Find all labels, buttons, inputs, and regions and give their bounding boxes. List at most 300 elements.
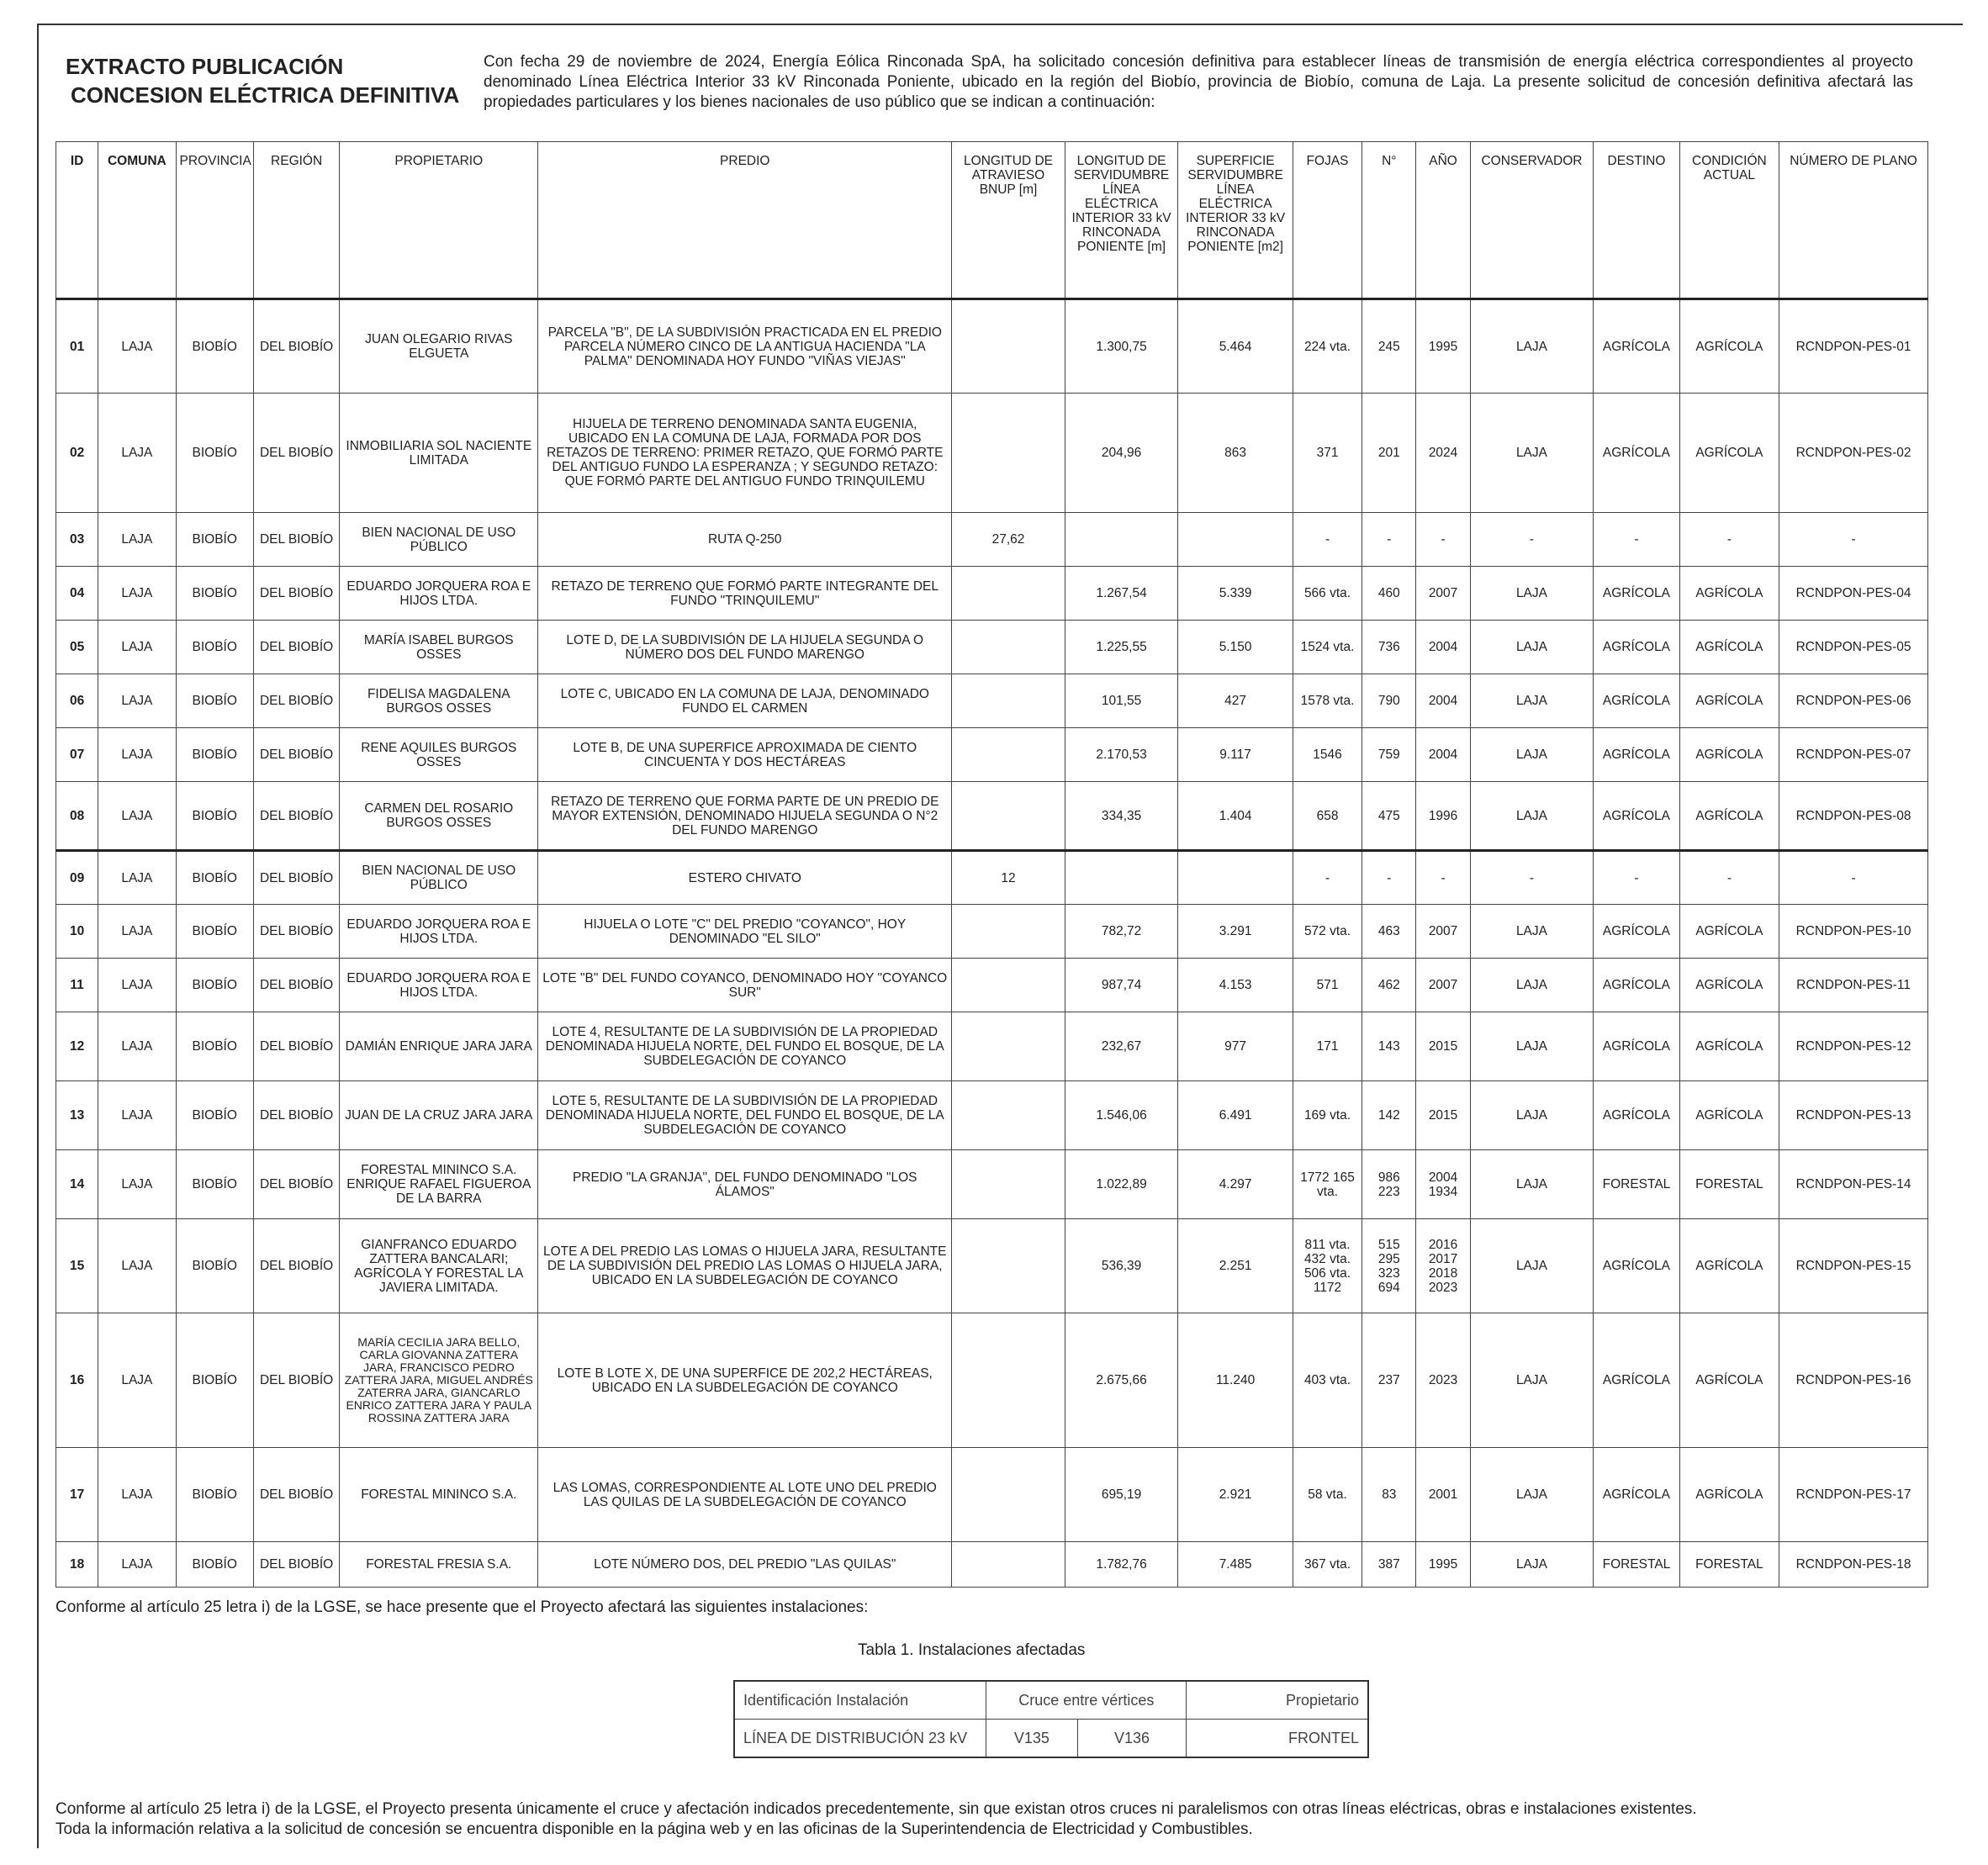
- cell-destino: FORESTAL: [1594, 1150, 1679, 1219]
- cell-destino: AGRÍCOLA: [1594, 1219, 1679, 1313]
- cell-superficie: [1178, 513, 1293, 567]
- intro-paragraph: Con fecha 29 de noviembre de 2024, Energía Eólica Rinconada SpA, ha solicitado concesión definitiva para establecer líneas de transmisión de energía eléctrica correspondientes al proyecto denominado Línea Eléctrica Interior 33 kV Rinconada Poniente, ubicado en la región del Biobío, provincia de Biobío, comuna de Laja. La presente solicitud de concesión definitiva afectará las propiedades particulares y los bienes nacionales de uso público que se indican a continuación:: [484, 53, 1913, 111]
- cell-predio: RETAZO DE TERRENO QUE FORMA PARTE DE UN PREDIO DE MAYOR EXTENSIÓN, DENOMINADO HIJUELA SEGUNDA O N°2 DEL FUNDO MARENGO: [538, 782, 952, 851]
- cell-anio: 2004: [1416, 674, 1470, 728]
- cell-fojas: 58 vta.: [1293, 1448, 1361, 1542]
- cell-numero: 143: [1362, 1012, 1416, 1081]
- cell-provincia: BIOBÍO: [176, 1150, 253, 1219]
- cell-plano: RCNDPON-PES-11: [1779, 959, 1928, 1012]
- cell-longitud-servidumbre: 232,67: [1065, 1012, 1178, 1081]
- table-row: [56, 1313, 1928, 1448]
- top-rule: [37, 24, 1963, 25]
- header-condicion: CONDICIÓN ACTUAL: [1679, 142, 1779, 299]
- installations-row: [734, 1720, 1368, 1758]
- cell-numero: 515 295 323 694: [1362, 1219, 1416, 1313]
- cell-anio: 1995: [1416, 1542, 1470, 1588]
- cell-propietario: EDUARDO JORQUERA ROA E HIJOS LTDA.: [340, 959, 538, 1012]
- cell-longitud-bnup: [952, 959, 1065, 1012]
- cell-plano: RCNDPON-PES-14: [1779, 1150, 1928, 1219]
- cell-region: DEL BIOBÍO: [253, 1219, 339, 1313]
- cell-anio: 2004: [1416, 728, 1470, 782]
- cell-conservador: LAJA: [1470, 299, 1594, 394]
- cell-id: 05: [56, 621, 98, 674]
- cell-provincia: BIOBÍO: [176, 674, 253, 728]
- cell-region: DEL BIOBÍO: [253, 782, 339, 851]
- cell-longitud-bnup: [952, 728, 1065, 782]
- cell-superficie: 3.291: [1178, 905, 1293, 959]
- cell-longitud-servidumbre: 1.022,89: [1065, 1150, 1178, 1219]
- cell-comuna: LAJA: [98, 1313, 176, 1448]
- cell-propietario: FORESTAL MININCO S.A. ENRIQUE RAFAEL FIGUEROA DE LA BARRA: [340, 1150, 538, 1219]
- cell-provincia: BIOBÍO: [176, 1448, 253, 1542]
- installations-header-propietario: Propietario: [1187, 1681, 1368, 1720]
- cell-numero: 462: [1362, 959, 1416, 1012]
- cell-condicion: AGRÍCOLA: [1679, 299, 1779, 394]
- cell-anio: 2015: [1416, 1012, 1470, 1081]
- cell-propietario: GIANFRANCO EDUARDO ZATTERA BANCALARI; AGRÍCOLA Y FORESTAL LA JAVIERA LIMITADA.: [340, 1219, 538, 1313]
- cell-region: DEL BIOBÍO: [253, 1542, 339, 1588]
- cell-condicion: FORESTAL: [1679, 1150, 1779, 1219]
- installation-owner: FRONTEL: [1187, 1720, 1368, 1758]
- cell-conservador: LAJA: [1470, 1313, 1594, 1448]
- cell-provincia: BIOBÍO: [176, 1081, 253, 1150]
- cell-comuna: LAJA: [98, 394, 176, 513]
- cell-comuna: LAJA: [98, 674, 176, 728]
- cell-predio: HIJUELA DE TERRENO DENOMINADA SANTA EUGENIA, UBICADO EN LA COMUNA DE LAJA, FORMADA POR DOS RETAZOS DE TERRENO: PRIMER RETAZO, QUE FORMÓ PARTE DEL ANTIGUO FUNDO LA ESPERANZA ; Y SEGUNDO RETAZO: QUE FORMÓ PARTE DEL ANTIGUO FUNDO TRINQUILEMU: [538, 394, 952, 513]
- left-rule: [37, 24, 39, 1848]
- cell-propietario: JUAN OLEGARIO RIVAS ELGUETA: [340, 299, 538, 394]
- cell-numero: 387: [1362, 1542, 1416, 1588]
- cell-plano: RCNDPON-PES-01: [1779, 299, 1928, 394]
- cell-predio: LAS LOMAS, CORRESPONDIENTE AL LOTE UNO DEL PREDIO LAS QUILAS DE LA SUBDELEGACIÓN DE COYANCO: [538, 1448, 952, 1542]
- cell-propietario: JUAN DE LA CRUZ JARA JARA: [340, 1081, 538, 1150]
- cell-fojas: 1524 vta.: [1293, 621, 1361, 674]
- cell-region: DEL BIOBÍO: [253, 394, 339, 513]
- cell-region: DEL BIOBÍO: [253, 513, 339, 567]
- cell-predio: LOTE C, UBICADO EN LA COMUNA DE LAJA, DENOMINADO FUNDO EL CARMEN: [538, 674, 952, 728]
- cell-condicion: AGRÍCOLA: [1679, 674, 1779, 728]
- cell-propietario: FORESTAL MININCO S.A.: [340, 1448, 538, 1542]
- cell-fojas: 811 vta. 432 vta. 506 vta. 1172: [1293, 1219, 1361, 1313]
- table-row: [56, 621, 1928, 674]
- cell-id: 03: [56, 513, 98, 567]
- cell-numero: -: [1362, 513, 1416, 567]
- cell-superficie: 6.491: [1178, 1081, 1293, 1150]
- cell-numero: 736: [1362, 621, 1416, 674]
- cell-predio: ESTERO CHIVATO: [538, 851, 952, 905]
- cell-destino: AGRÍCOLA: [1594, 567, 1679, 621]
- cell-fojas: 1772 165 vta.: [1293, 1150, 1361, 1219]
- header-superficie: SUPERFICIE SERVIDUMBRE LÍNEA ELÉCTRICA INTERIOR 33 kV RINCONADA PONIENTE [m2]: [1178, 142, 1293, 299]
- header-propietario: PROPIETARIO: [340, 142, 538, 299]
- cell-anio: 2007: [1416, 905, 1470, 959]
- header-id: ID: [56, 142, 98, 299]
- cell-conservador: LAJA: [1470, 1448, 1594, 1542]
- cell-plano: RCNDPON-PES-05: [1779, 621, 1928, 674]
- cell-conservador: LAJA: [1470, 1081, 1594, 1150]
- cell-destino: AGRÍCOLA: [1594, 1448, 1679, 1542]
- cell-plano: -: [1779, 513, 1928, 567]
- cell-destino: AGRÍCOLA: [1594, 905, 1679, 959]
- cell-id: 09: [56, 851, 98, 905]
- installations-header-row: [734, 1681, 1368, 1720]
- installation-vertex-2: V136: [1077, 1720, 1187, 1758]
- cell-superficie: [1178, 851, 1293, 905]
- cell-numero: 460: [1362, 567, 1416, 621]
- para-afectara: Conforme al artículo 25 letra i) de la LGSE, se hace presente que el Proyecto afectará las siguientes instalaciones:: [56, 1598, 869, 1616]
- cell-longitud-bnup: [952, 1219, 1065, 1313]
- cell-condicion: AGRÍCOLA: [1679, 567, 1779, 621]
- cell-provincia: BIOBÍO: [176, 905, 253, 959]
- cell-comuna: LAJA: [98, 621, 176, 674]
- cell-provincia: BIOBÍO: [176, 1542, 253, 1588]
- cell-propietario: RENE AQUILES BURGOS OSSES: [340, 728, 538, 782]
- cell-id: 15: [56, 1219, 98, 1313]
- cell-region: DEL BIOBÍO: [253, 621, 339, 674]
- cell-provincia: BIOBÍO: [176, 567, 253, 621]
- cell-plano: RCNDPON-PES-06: [1779, 674, 1928, 728]
- cell-numero: 142: [1362, 1081, 1416, 1150]
- cell-provincia: BIOBÍO: [176, 728, 253, 782]
- installations-table: [733, 1680, 1369, 1758]
- cell-longitud-bnup: [952, 394, 1065, 513]
- cell-longitud-servidumbre: 536,39: [1065, 1219, 1178, 1313]
- cell-condicion: AGRÍCOLA: [1679, 1448, 1779, 1542]
- table-row: [56, 513, 1928, 567]
- cell-conservador: LAJA: [1470, 1012, 1594, 1081]
- header-numero: N°: [1362, 142, 1416, 299]
- cell-destino: AGRÍCOLA: [1594, 959, 1679, 1012]
- cell-anio: -: [1416, 851, 1470, 905]
- cell-comuna: LAJA: [98, 905, 176, 959]
- cell-anio: 1996: [1416, 782, 1470, 851]
- cell-propietario: MARÍA CECILIA JARA BELLO, CARLA GIOVANNA ZATTERA JARA, FRANCISCO PEDRO ZATTERA JARA, MIGUEL ANDRÉS ZATERRA JARA, GIANCARLO ENRICO ZATTERA JARA Y PAULA ROSSINA ZATTERA JARA: [340, 1313, 538, 1448]
- cell-plano: RCNDPON-PES-18: [1779, 1542, 1928, 1588]
- cell-destino: AGRÍCOLA: [1594, 782, 1679, 851]
- cell-region: DEL BIOBÍO: [253, 1448, 339, 1542]
- cell-superficie: 9.117: [1178, 728, 1293, 782]
- cell-anio: 2007: [1416, 567, 1470, 621]
- cell-plano: -: [1779, 851, 1928, 905]
- table-row: [56, 1081, 1928, 1150]
- header-destino: DESTINO: [1594, 142, 1679, 299]
- cell-propietario: FIDELISA MAGDALENA BURGOS OSSES: [340, 674, 538, 728]
- cell-fojas: 571: [1293, 959, 1361, 1012]
- cell-region: DEL BIOBÍO: [253, 1081, 339, 1150]
- cell-longitud-servidumbre: [1065, 851, 1178, 905]
- cell-anio: 2001: [1416, 1448, 1470, 1542]
- para-cruces: Conforme al artículo 25 letra i) de la LGSE, el Proyecto presenta únicamente el cruce y afectación indicados precedentemente, sin que existan otros cruces ni paralelismos con otras líneas eléctricas, obras e instalaciones existentes.: [56, 1800, 1697, 1818]
- cell-longitud-servidumbre: 2.170,53: [1065, 728, 1178, 782]
- title-line-1: EXTRACTO PUBLICACIÓN: [66, 54, 344, 79]
- cell-conservador: LAJA: [1470, 1219, 1594, 1313]
- cell-fojas: -: [1293, 851, 1361, 905]
- cell-fojas: 224 vta.: [1293, 299, 1361, 394]
- table-row: [56, 567, 1928, 621]
- cell-condicion: AGRÍCOLA: [1679, 1081, 1779, 1150]
- cell-superficie: 2.921: [1178, 1448, 1293, 1542]
- cell-plano: RCNDPON-PES-04: [1779, 567, 1928, 621]
- header-comuna: COMUNA: [98, 142, 176, 299]
- cell-longitud-servidumbre: 204,96: [1065, 394, 1178, 513]
- cell-predio: LOTE 4, RESULTANTE DE LA SUBDIVISIÓN DE LA PROPIEDAD DENOMINADA HIJUELA NORTE, DEL FUNDO EL BOSQUE, DE LA SUBDELEGACIÓN DE COYANCO: [538, 1012, 952, 1081]
- cell-condicion: AGRÍCOLA: [1679, 621, 1779, 674]
- cell-plano: RCNDPON-PES-10: [1779, 905, 1928, 959]
- cell-propietario: EDUARDO JORQUERA ROA E HIJOS LTDA.: [340, 567, 538, 621]
- cell-destino: AGRÍCOLA: [1594, 621, 1679, 674]
- cell-propietario: MARÍA ISABEL BURGOS OSSES: [340, 621, 538, 674]
- cell-comuna: LAJA: [98, 567, 176, 621]
- para-informacion: Toda la información relativa a la solicitud de concesión se encuentra disponible en la página web y en las oficinas de la Superintendencia de Electricidad y Combustibles.: [56, 1820, 1253, 1838]
- cell-longitud-bnup: [952, 1012, 1065, 1081]
- cell-id: 12: [56, 1012, 98, 1081]
- cell-longitud-bnup: [952, 1542, 1065, 1588]
- cell-numero: 463: [1362, 905, 1416, 959]
- cell-anio: 2016 2017 2018 2023: [1416, 1219, 1470, 1313]
- table-row: [56, 1542, 1928, 1588]
- header-anio: AÑO: [1416, 142, 1470, 299]
- cell-predio: LOTE "B" DEL FUNDO COYANCO, DENOMINADO HOY "COYANCO SUR": [538, 959, 952, 1012]
- cell-superficie: 1.404: [1178, 782, 1293, 851]
- table-row: [56, 1448, 1928, 1542]
- cell-plano: RCNDPON-PES-15: [1779, 1219, 1928, 1313]
- cell-anio: 2023: [1416, 1313, 1470, 1448]
- cell-propietario: BIEN NACIONAL DE USO PÚBLICO: [340, 513, 538, 567]
- cell-provincia: BIOBÍO: [176, 1012, 253, 1081]
- cell-longitud-bnup: [952, 1081, 1065, 1150]
- cell-destino: FORESTAL: [1594, 1542, 1679, 1588]
- header-fojas: FOJAS: [1293, 142, 1361, 299]
- cell-superficie: 5.339: [1178, 567, 1293, 621]
- cell-fojas: -: [1293, 513, 1361, 567]
- header-predio: PREDIO: [538, 142, 952, 299]
- cell-predio: RUTA Q-250: [538, 513, 952, 567]
- cell-conservador: LAJA: [1470, 1542, 1594, 1588]
- cell-comuna: LAJA: [98, 959, 176, 1012]
- cell-longitud-bnup: 27,62: [952, 513, 1065, 567]
- cell-longitud-bnup: [952, 674, 1065, 728]
- cell-conservador: LAJA: [1470, 1150, 1594, 1219]
- cell-longitud-bnup: [952, 1313, 1065, 1448]
- table-row: [56, 782, 1928, 851]
- cell-longitud-bnup: [952, 621, 1065, 674]
- header-longitud-bnup: LONGITUD DE ATRAVIESO BNUP [m]: [952, 142, 1065, 299]
- cell-destino: AGRÍCOLA: [1594, 674, 1679, 728]
- cell-longitud-servidumbre: 695,19: [1065, 1448, 1178, 1542]
- cell-numero: 475: [1362, 782, 1416, 851]
- cell-predio: LOTE B, DE UNA SUPERFICE APROXIMADA DE CIENTO CINCUENTA Y DOS HECTÁREAS: [538, 728, 952, 782]
- cell-conservador: -: [1470, 851, 1594, 905]
- cell-condicion: -: [1679, 851, 1779, 905]
- cell-conservador: LAJA: [1470, 674, 1594, 728]
- cell-condicion: AGRÍCOLA: [1679, 959, 1779, 1012]
- table-row: [56, 1150, 1928, 1219]
- cell-comuna: LAJA: [98, 299, 176, 394]
- cell-anio: -: [1416, 513, 1470, 567]
- cell-predio: LOTE B LOTE X, DE UNA SUPERFICE DE 202,2 HECTÁREAS, UBICADO EN LA SUBDELEGACIÓN DE COYANCO: [538, 1313, 952, 1448]
- table-header-row: [56, 142, 1928, 299]
- cell-longitud-servidumbre: 101,55: [1065, 674, 1178, 728]
- cell-longitud-servidumbre: 334,35: [1065, 782, 1178, 851]
- cell-fojas: 572 vta.: [1293, 905, 1361, 959]
- table-row: [56, 728, 1928, 782]
- cell-id: 17: [56, 1448, 98, 1542]
- cell-anio: 2004: [1416, 621, 1470, 674]
- cell-condicion: AGRÍCOLA: [1679, 782, 1779, 851]
- cell-numero: 237: [1362, 1313, 1416, 1448]
- cell-comuna: LAJA: [98, 1150, 176, 1219]
- cell-provincia: BIOBÍO: [176, 394, 253, 513]
- installation-vertex-1: V135: [986, 1720, 1077, 1758]
- cell-provincia: BIOBÍO: [176, 959, 253, 1012]
- cell-plano: RCNDPON-PES-13: [1779, 1081, 1928, 1150]
- cell-plano: RCNDPON-PES-07: [1779, 728, 1928, 782]
- cell-id: 13: [56, 1081, 98, 1150]
- table-row: [56, 394, 1928, 513]
- cell-id: 06: [56, 674, 98, 728]
- cell-numero: -: [1362, 851, 1416, 905]
- cell-superficie: 11.240: [1178, 1313, 1293, 1448]
- properties-table: [56, 141, 1928, 1588]
- header-conservador: CONSERVADOR: [1470, 142, 1594, 299]
- cell-longitud-bnup: [952, 1448, 1065, 1542]
- cell-region: DEL BIOBÍO: [253, 1012, 339, 1081]
- cell-fojas: 403 vta.: [1293, 1313, 1361, 1448]
- cell-fojas: 566 vta.: [1293, 567, 1361, 621]
- cell-conservador: LAJA: [1470, 728, 1594, 782]
- cell-condicion: AGRÍCOLA: [1679, 1313, 1779, 1448]
- cell-condicion: FORESTAL: [1679, 1542, 1779, 1588]
- cell-fojas: 171: [1293, 1012, 1361, 1081]
- cell-fojas: 1578 vta.: [1293, 674, 1361, 728]
- cell-conservador: LAJA: [1470, 621, 1594, 674]
- cell-provincia: BIOBÍO: [176, 782, 253, 851]
- cell-conservador: -: [1470, 513, 1594, 567]
- cell-numero: 83: [1362, 1448, 1416, 1542]
- cell-destino: AGRÍCOLA: [1594, 394, 1679, 513]
- notice-title: [66, 52, 461, 109]
- cell-fojas: 169 vta.: [1293, 1081, 1361, 1150]
- cell-plano: RCNDPON-PES-12: [1779, 1012, 1928, 1081]
- header-longitud-servidumbre: LONGITUD DE SERVIDUMBRE LÍNEA ELÉCTRICA INTERIOR 33 kV RINCONADA PONIENTE [m]: [1065, 142, 1178, 299]
- cell-longitud-bnup: [952, 567, 1065, 621]
- cell-superficie: 427: [1178, 674, 1293, 728]
- cell-provincia: BIOBÍO: [176, 1219, 253, 1313]
- cell-longitud-servidumbre: 1.546,06: [1065, 1081, 1178, 1150]
- cell-numero: 759: [1362, 728, 1416, 782]
- cell-longitud-servidumbre: 2.675,66: [1065, 1313, 1178, 1448]
- cell-region: DEL BIOBÍO: [253, 567, 339, 621]
- cell-destino: AGRÍCOLA: [1594, 728, 1679, 782]
- cell-fojas: 658: [1293, 782, 1361, 851]
- cell-comuna: LAJA: [98, 1448, 176, 1542]
- cell-predio: HIJUELA O LOTE "C" DEL PREDIO "COYANCO", HOY DENOMINADO "EL SILO": [538, 905, 952, 959]
- cell-comuna: LAJA: [98, 1012, 176, 1081]
- cell-predio: LOTE D, DE LA SUBDIVISIÓN DE LA HIJUELA SEGUNDA O NÚMERO DOS DEL FUNDO MARENGO: [538, 621, 952, 674]
- cell-id: 16: [56, 1313, 98, 1448]
- cell-comuna: LAJA: [98, 1219, 176, 1313]
- cell-region: DEL BIOBÍO: [253, 905, 339, 959]
- cell-id: 14: [56, 1150, 98, 1219]
- cell-id: 04: [56, 567, 98, 621]
- cell-comuna: LAJA: [98, 782, 176, 851]
- cell-provincia: BIOBÍO: [176, 621, 253, 674]
- cell-region: DEL BIOBÍO: [253, 728, 339, 782]
- table-body: [56, 299, 1928, 1588]
- cell-comuna: LAJA: [98, 851, 176, 905]
- header-provincia: PROVINCIA: [176, 142, 253, 299]
- cell-predio: RETAZO DE TERRENO QUE FORMÓ PARTE INTEGRANTE DEL FUNDO "TRINQUILEMU": [538, 567, 952, 621]
- table1-caption: Tabla 1. Instalaciones afectadas: [858, 1641, 1086, 1659]
- cell-propietario: EDUARDO JORQUERA ROA E HIJOS LTDA.: [340, 905, 538, 959]
- cell-anio: 2007: [1416, 959, 1470, 1012]
- cell-region: DEL BIOBÍO: [253, 299, 339, 394]
- cell-longitud-servidumbre: 782,72: [1065, 905, 1178, 959]
- cell-superficie: 5.464: [1178, 299, 1293, 394]
- cell-superficie: 977: [1178, 1012, 1293, 1081]
- cell-condicion: AGRÍCOLA: [1679, 1219, 1779, 1313]
- cell-region: DEL BIOBÍO: [253, 674, 339, 728]
- cell-comuna: LAJA: [98, 513, 176, 567]
- table-row: [56, 1219, 1928, 1313]
- cell-provincia: BIOBÍO: [176, 851, 253, 905]
- cell-superficie: 2.251: [1178, 1219, 1293, 1313]
- cell-comuna: LAJA: [98, 728, 176, 782]
- cell-region: DEL BIOBÍO: [253, 1313, 339, 1448]
- cell-propietario: BIEN NACIONAL DE USO PÚBLICO: [340, 851, 538, 905]
- cell-fojas: 1546: [1293, 728, 1361, 782]
- table-row: [56, 674, 1928, 728]
- cell-conservador: LAJA: [1470, 782, 1594, 851]
- cell-propietario: CARMEN DEL ROSARIO BURGOS OSSES: [340, 782, 538, 851]
- cell-id: 18: [56, 1542, 98, 1588]
- cell-destino: AGRÍCOLA: [1594, 1012, 1679, 1081]
- cell-plano: RCNDPON-PES-02: [1779, 394, 1928, 513]
- cell-provincia: BIOBÍO: [176, 1313, 253, 1448]
- cell-destino: -: [1594, 513, 1679, 567]
- cell-region: DEL BIOBÍO: [253, 1150, 339, 1219]
- cell-predio: PREDIO "LA GRANJA", DEL FUNDO DENOMINADO "LOS ÁLAMOS": [538, 1150, 952, 1219]
- cell-plano: RCNDPON-PES-08: [1779, 782, 1928, 851]
- cell-id: 10: [56, 905, 98, 959]
- cell-superficie: 4.153: [1178, 959, 1293, 1012]
- cell-longitud-servidumbre: 1.300,75: [1065, 299, 1178, 394]
- table-row: [56, 1012, 1928, 1081]
- cell-longitud-bnup: [952, 782, 1065, 851]
- cell-plano: RCNDPON-PES-17: [1779, 1448, 1928, 1542]
- cell-longitud-bnup: [952, 905, 1065, 959]
- cell-longitud-bnup: 12: [952, 851, 1065, 905]
- installation-ident: LÍNEA DE DISTRIBUCIÓN 23 kV: [734, 1720, 986, 1758]
- cell-destino: -: [1594, 851, 1679, 905]
- cell-conservador: LAJA: [1470, 394, 1594, 513]
- cell-superficie: 7.485: [1178, 1542, 1293, 1588]
- table-row: [56, 905, 1928, 959]
- cell-propietario: INMOBILIARIA SOL NACIENTE LIMITADA: [340, 394, 538, 513]
- cell-plano: RCNDPON-PES-16: [1779, 1313, 1928, 1448]
- cell-predio: LOTE A DEL PREDIO LAS LOMAS O HIJUELA JARA, RESULTANTE DE LA SUBDIVISIÓN DEL PREDIO LAS LOMAS O HIJUELA JARA, UBICADO EN LA SUBDELEGACIÓN DE COYANCO: [538, 1219, 952, 1313]
- cell-predio: LOTE 5, RESULTANTE DE LA SUBDIVISIÓN DE LA PROPIEDAD DENOMINADA HIJUELA NORTE, DEL FUNDO EL BOSQUE, DE LA SUBDELEGACIÓN DE COYANCO: [538, 1081, 952, 1150]
- cell-anio: 2024: [1416, 394, 1470, 513]
- table-row: [56, 959, 1928, 1012]
- cell-provincia: BIOBÍO: [176, 299, 253, 394]
- cell-longitud-bnup: [952, 1150, 1065, 1219]
- cell-destino: AGRÍCOLA: [1594, 299, 1679, 394]
- cell-longitud-servidumbre: 1.225,55: [1065, 621, 1178, 674]
- cell-propietario: FORESTAL FRESIA S.A.: [340, 1542, 538, 1588]
- cell-conservador: LAJA: [1470, 905, 1594, 959]
- cell-condicion: AGRÍCOLA: [1679, 728, 1779, 782]
